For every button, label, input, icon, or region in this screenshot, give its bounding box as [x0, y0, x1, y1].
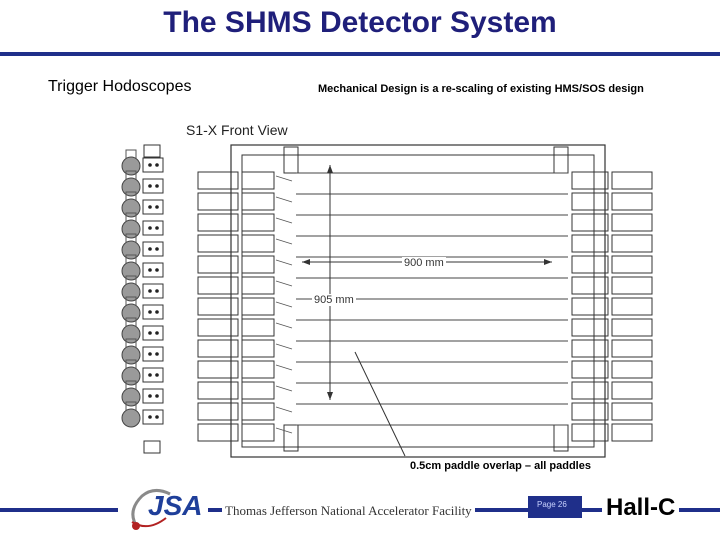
logo-text: JSA [148, 490, 203, 521]
pmt-pin [155, 163, 159, 167]
pmt-pin [155, 226, 159, 230]
pmt-tube-icon [122, 304, 140, 322]
paddle-taper [276, 281, 292, 286]
pmt-connector [143, 284, 163, 298]
pmt-tube-icon [122, 283, 140, 301]
pmt-tube-icon [122, 367, 140, 385]
pmt-mount-bottom [144, 441, 160, 453]
paddle-taper [276, 365, 292, 370]
pmt-pin [155, 394, 159, 398]
left-paddle-stub [198, 424, 238, 441]
pmt-pin [148, 415, 152, 419]
right-light-guide [572, 214, 608, 231]
pmt-pin [155, 310, 159, 314]
right-paddle-stub [612, 193, 652, 210]
right-paddle-stubs [572, 172, 652, 441]
right-light-guide [572, 172, 608, 189]
left-paddle-stub [198, 382, 238, 399]
pmt-pin [155, 373, 159, 377]
dimension-label-900: 900 mm [404, 257, 444, 269]
right-light-guide [572, 403, 608, 420]
pmt-pin [148, 352, 152, 356]
pmt-pin [148, 163, 152, 167]
pmt-connector [143, 263, 163, 277]
left-light-guide [242, 277, 274, 294]
pmt-pin [155, 247, 159, 251]
section-subtitle: Trigger Hodoscopes [48, 78, 192, 95]
left-paddle-stub [198, 298, 238, 315]
pmt-connector [143, 347, 163, 361]
inner-frame [242, 155, 594, 447]
left-paddle-stub [198, 172, 238, 189]
paddle-taper [276, 302, 292, 307]
right-light-guide [572, 235, 608, 252]
right-light-guide [572, 319, 608, 336]
slide-title: The SHMS Detector System [163, 6, 557, 39]
bracket-top-left [284, 147, 298, 173]
pmt-column [122, 145, 163, 453]
left-light-guide [242, 235, 274, 252]
pmt-connector [143, 305, 163, 319]
paddle-taper [276, 344, 292, 349]
left-paddle-stub [198, 340, 238, 357]
paddle-taper [276, 260, 292, 265]
left-light-guide [242, 424, 274, 441]
left-paddle-stub [198, 214, 238, 231]
pmt-pin [148, 289, 152, 293]
right-paddle-stub [612, 361, 652, 378]
arrow-left [302, 259, 310, 265]
right-paddle-stub [612, 403, 652, 420]
arrow-right [544, 259, 552, 265]
paddle-taper [276, 407, 292, 412]
left-light-guide [242, 214, 274, 231]
paddle-taper [276, 197, 292, 202]
right-paddle-stub [612, 235, 652, 252]
paddle-taper [276, 239, 292, 244]
paddle-taper [276, 176, 292, 181]
left-paddle-stub [198, 361, 238, 378]
right-paddle-stub [612, 256, 652, 273]
pmt-tube-icon [122, 178, 140, 196]
pmt-pin [155, 331, 159, 335]
left-paddle-stub [198, 403, 238, 420]
dimension-label-905: 905 mm [314, 294, 354, 306]
pmt-connector [143, 326, 163, 340]
left-light-guide [242, 361, 274, 378]
pmt-tube-icon [122, 325, 140, 343]
left-light-guide [242, 403, 274, 420]
pmt-pin [148, 331, 152, 335]
right-paddle-stub [612, 277, 652, 294]
left-paddle-stub [198, 235, 238, 252]
left-light-guide [242, 193, 274, 210]
left-paddle-stubs [198, 172, 274, 441]
footer-organization: Thomas Jefferson National Accelerator Facility [222, 503, 475, 519]
design-note: Mechanical Design is a re-scaling of existing HMS/SOS design [318, 83, 644, 95]
pmt-tube-icon [122, 220, 140, 238]
pmt-connector [143, 179, 163, 193]
right-paddle-stub [612, 214, 652, 231]
pmt-connector [143, 410, 163, 424]
pmt-pin [155, 205, 159, 209]
pmt-connector [143, 242, 163, 256]
pmt-pin [155, 352, 159, 356]
paddle-taper [276, 323, 292, 328]
jsa-logo [118, 488, 208, 534]
pmt-pin [155, 289, 159, 293]
overlap-caption: 0.5cm paddle overlap – all paddles [410, 460, 591, 472]
right-light-guide [572, 340, 608, 357]
drawing-title: S1-X Front View [186, 122, 288, 138]
pmt-pin [148, 373, 152, 377]
pmt-pin [148, 394, 152, 398]
pmt-connector [143, 389, 163, 403]
pmt-connector [143, 158, 163, 172]
left-paddle-stub [198, 256, 238, 273]
left-light-guide [242, 298, 274, 315]
pmt-tube-icon [122, 262, 140, 280]
pmt-pin [148, 226, 152, 230]
right-paddle-stub [612, 172, 652, 189]
left-paddle-stub [198, 319, 238, 336]
pmt-pin [148, 268, 152, 272]
left-paddle-stub [198, 277, 238, 294]
pmt-pin [155, 184, 159, 188]
left-light-guide [242, 382, 274, 399]
left-light-guide [242, 340, 274, 357]
pmt-tube-icon [122, 241, 140, 259]
left-light-guide [242, 319, 274, 336]
pmt-connector [143, 221, 163, 235]
pmt-pin [155, 415, 159, 419]
right-light-guide [572, 424, 608, 441]
left-light-guide [242, 172, 274, 189]
bracket-top-right [554, 147, 568, 173]
left-light-guide [242, 256, 274, 273]
pmt-connector [143, 368, 163, 382]
pmt-tube-icon [122, 388, 140, 406]
right-light-guide [572, 193, 608, 210]
pmt-tube-icon [122, 157, 140, 175]
pmt-pin [148, 310, 152, 314]
right-light-guide [572, 277, 608, 294]
right-paddle-stub [612, 340, 652, 357]
pmt-tube-icon [122, 409, 140, 427]
pmt-pin [155, 268, 159, 272]
dimension-lines [302, 165, 552, 456]
pmt-pin [148, 205, 152, 209]
paddle-taper [276, 218, 292, 223]
pmt-mount-top [144, 145, 160, 157]
pmt-pin [148, 247, 152, 251]
left-paddle-stub [198, 193, 238, 210]
paddle-taper [276, 386, 292, 391]
right-paddle-stub [612, 319, 652, 336]
hall-label: Hall-C [602, 494, 679, 522]
right-light-guide [572, 382, 608, 399]
right-paddle-stub [612, 424, 652, 441]
right-light-guide [572, 298, 608, 315]
pmt-connector [143, 200, 163, 214]
pmt-tube-icon [122, 346, 140, 364]
right-light-guide [572, 256, 608, 273]
pmt-pin [148, 184, 152, 188]
right-paddle-stub [612, 298, 652, 315]
arrow-down [327, 392, 333, 400]
arrow-up [327, 165, 333, 173]
right-light-guide [572, 361, 608, 378]
pmt-tube-icon [122, 199, 140, 217]
page-number: Page 26 [537, 500, 567, 509]
right-paddle-stub [612, 382, 652, 399]
